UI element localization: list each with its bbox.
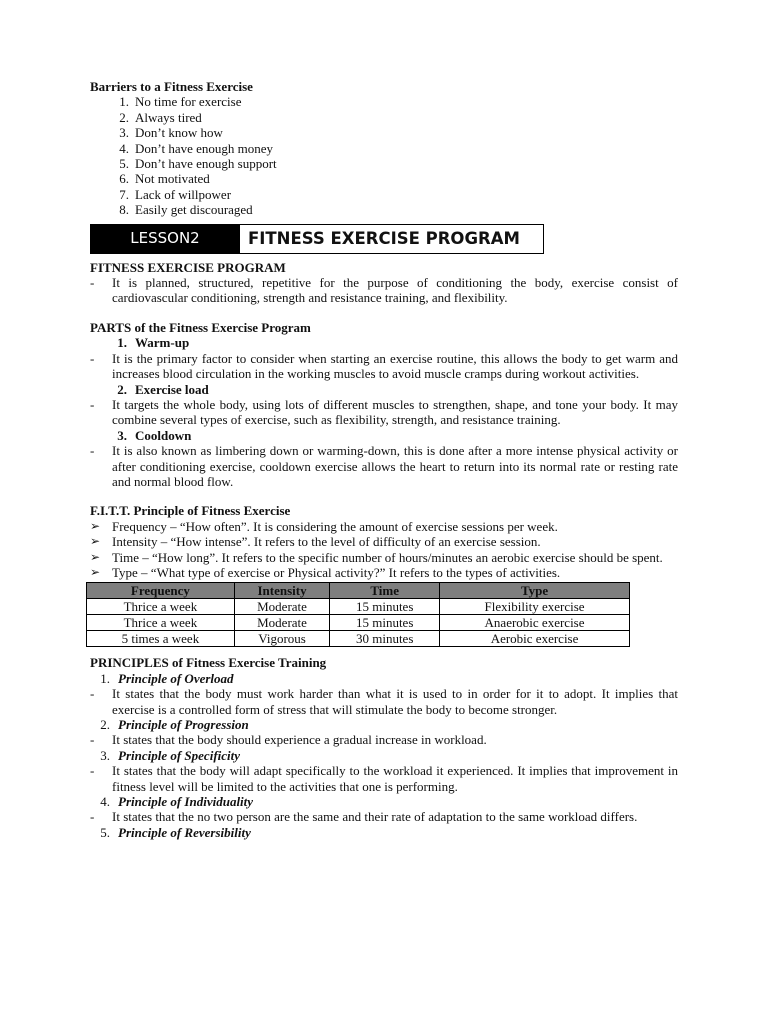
principle-name: Principle of Individuality (118, 794, 254, 810)
table-row (87, 599, 630, 615)
part-description (90, 397, 678, 428)
dash-marker: - (90, 350, 95, 366)
list-item (90, 202, 678, 217)
principle-heading (90, 825, 678, 840)
list-item (90, 94, 678, 109)
parts-heading: PARTS of the Fitness Exercise Program (90, 319, 311, 335)
principle-number: 2. (100, 717, 110, 732)
fitt-text: Intensity – “How intense”. It refers to the level of difficulty of an exercise session. (112, 534, 541, 550)
list-item (90, 110, 678, 125)
list-text: Easily get discouraged (135, 202, 253, 218)
principle-heading (90, 794, 678, 809)
arrow-marker: ➢ (90, 518, 101, 533)
part-text: It is the primary factor to consider when starting an exercise routine, this allows the body to get warm and increases blood circulation in the working muscles to avoid muscle cramps during workout activities. (112, 350, 678, 382)
list-text: No time for exercise (135, 94, 242, 110)
list-text: Don’t have enough support (135, 156, 277, 172)
part-number: 2. (117, 381, 127, 397)
principle-description (90, 763, 678, 794)
table-header: Intensity (234, 583, 330, 599)
dash-marker: - (90, 732, 95, 748)
fitt-item (90, 550, 678, 565)
table-cell: Aerobic exercise (440, 631, 630, 647)
dash-marker: - (90, 763, 95, 779)
list-item (90, 141, 678, 156)
list-item (90, 156, 678, 171)
table-cell: Flexibility exercise (440, 599, 630, 615)
table-cell: Anaerobic exercise (440, 615, 630, 631)
fitt-item (90, 565, 678, 580)
part-text: It is also known as limbering down or warming-down, this is done after a more intense physical activity or after conditioning exercise, cooldown exercise allows the heart to return into its normal rate or resting rate and normal blood flow. (112, 443, 678, 489)
list-item (90, 187, 678, 202)
table-cell: Thrice a week (87, 615, 235, 631)
list-text: Don’t have enough money (135, 140, 274, 156)
part-number: 1. (117, 335, 127, 351)
part-heading (90, 382, 678, 397)
list-number: 1. (119, 94, 129, 110)
table-row (87, 615, 630, 631)
part-text: It targets the whole body, using lots of different muscles to strengthen, shape, and tone your body. It may combine several types of exercise, such as flexibility, strength, and resistance training. (112, 396, 678, 428)
dash-marker: - (90, 686, 95, 702)
principle-name: Principle of Overload (118, 670, 234, 686)
part-name: Cooldown (135, 427, 192, 443)
table-header: Frequency (87, 583, 235, 599)
part-heading (90, 335, 678, 350)
principle-description (90, 732, 678, 747)
list-number: 4. (119, 140, 129, 156)
dash-marker: - (90, 396, 95, 412)
list-number: 2. (119, 109, 129, 125)
arrow-marker: ➢ (90, 549, 101, 564)
principle-name: Principle of Reversibility (118, 824, 251, 840)
principle-heading (90, 748, 678, 763)
list-number: 8. (119, 202, 129, 218)
principle-number: 4. (100, 794, 110, 810)
table-cell: 5 times a week (87, 631, 235, 647)
document-page (90, 79, 678, 840)
part-description (90, 443, 678, 489)
list-number: 7. (119, 186, 129, 202)
part-name: Warm-up (135, 335, 190, 351)
lesson-banner (90, 224, 544, 254)
table-header: Type (440, 583, 630, 599)
principle-name: Principle of Progression (118, 717, 249, 732)
list-text: Not motivated (135, 171, 210, 187)
program-definition (90, 275, 678, 306)
table-cell: 15 minutes (330, 615, 440, 631)
part-description (90, 351, 678, 382)
fitt-item (90, 519, 678, 534)
principle-heading (90, 717, 678, 732)
fitt-text: Time – “How long”. It refers to the specific number of hours/minutes an aerobic exercise should be spent. (112, 549, 663, 565)
principle-heading (90, 671, 678, 686)
list-item (90, 125, 678, 140)
list-text: Always tired (135, 109, 202, 125)
lesson-label: LESSON2 (90, 224, 240, 254)
lesson-title: FITNESS EXERCISE PROGRAM (240, 224, 544, 254)
program-heading: FITNESS EXERCISE PROGRAM (90, 259, 286, 275)
barriers-list (90, 94, 678, 217)
table-cell: Vigorous (234, 631, 330, 647)
list-text: Lack of willpower (135, 186, 232, 202)
definition-text: It is planned, structured, repetitive for the purpose of conditioning the body, exercise consist of cardiovascular conditioning, strength and resistance training, and flexibility. (112, 275, 678, 306)
principle-text: It states that the body should experience a gradual increase in workload. (112, 732, 487, 748)
principle-text: It states that the body will adapt specifically to the workload it experienced. It implies that improvement in fitness level will be limited to the activities that one is performing. (112, 763, 678, 794)
fitt-text: Frequency – “How often”. It is considering the amount of exercise sessions per week. (112, 518, 558, 534)
list-number: 5. (119, 156, 129, 172)
fitt-text: Type – “What type of exercise or Physical activity?” It refers to the types of activities. (112, 564, 561, 580)
principle-description (90, 809, 678, 824)
principle-number: 1. (100, 670, 110, 686)
table-cell: 15 minutes (330, 599, 440, 615)
part-number: 3. (117, 427, 127, 443)
arrow-marker: ➢ (90, 534, 101, 549)
list-item (90, 171, 678, 186)
part-name: Exercise load (135, 381, 209, 397)
table-header-row (87, 583, 630, 599)
principle-number: 3. (100, 747, 110, 763)
arrow-marker: ➢ (90, 564, 101, 579)
fitt-table (86, 582, 630, 647)
principle-name: Principle of Specificity (118, 747, 241, 763)
table-header: Time (330, 583, 440, 599)
table-cell: 30 minutes (330, 631, 440, 647)
list-number: 6. (119, 171, 129, 187)
table-cell: Moderate (234, 615, 330, 631)
barriers-heading: Barriers to a Fitness Exercise (90, 79, 253, 94)
fitt-heading: F.I.T.T. Principle of Fitness Exercise (90, 503, 291, 519)
list-text: Don’t know how (135, 125, 223, 141)
table-cell: Thrice a week (87, 599, 235, 615)
dash-marker: - (90, 809, 95, 825)
principle-number: 5. (100, 824, 110, 840)
table-row (87, 631, 630, 647)
part-heading (90, 428, 678, 443)
list-number: 3. (119, 125, 129, 141)
table-cell: Moderate (234, 599, 330, 615)
principles-heading: PRINCIPLES of Fitness Exercise Training (90, 655, 327, 671)
fitt-item (90, 534, 678, 549)
principle-text: It states that the no two person are the same and their rate of adaptation to the same workload differs. (112, 809, 638, 825)
principle-description (90, 686, 678, 717)
dash-marker: - (90, 443, 95, 459)
dash-marker: - (90, 275, 95, 291)
principle-text: It states that the body must work harder than what it is used to in order for it to adopt. It implies that exercise is a controlled form of stress that will stimulate the body to become stronger. (112, 686, 678, 717)
